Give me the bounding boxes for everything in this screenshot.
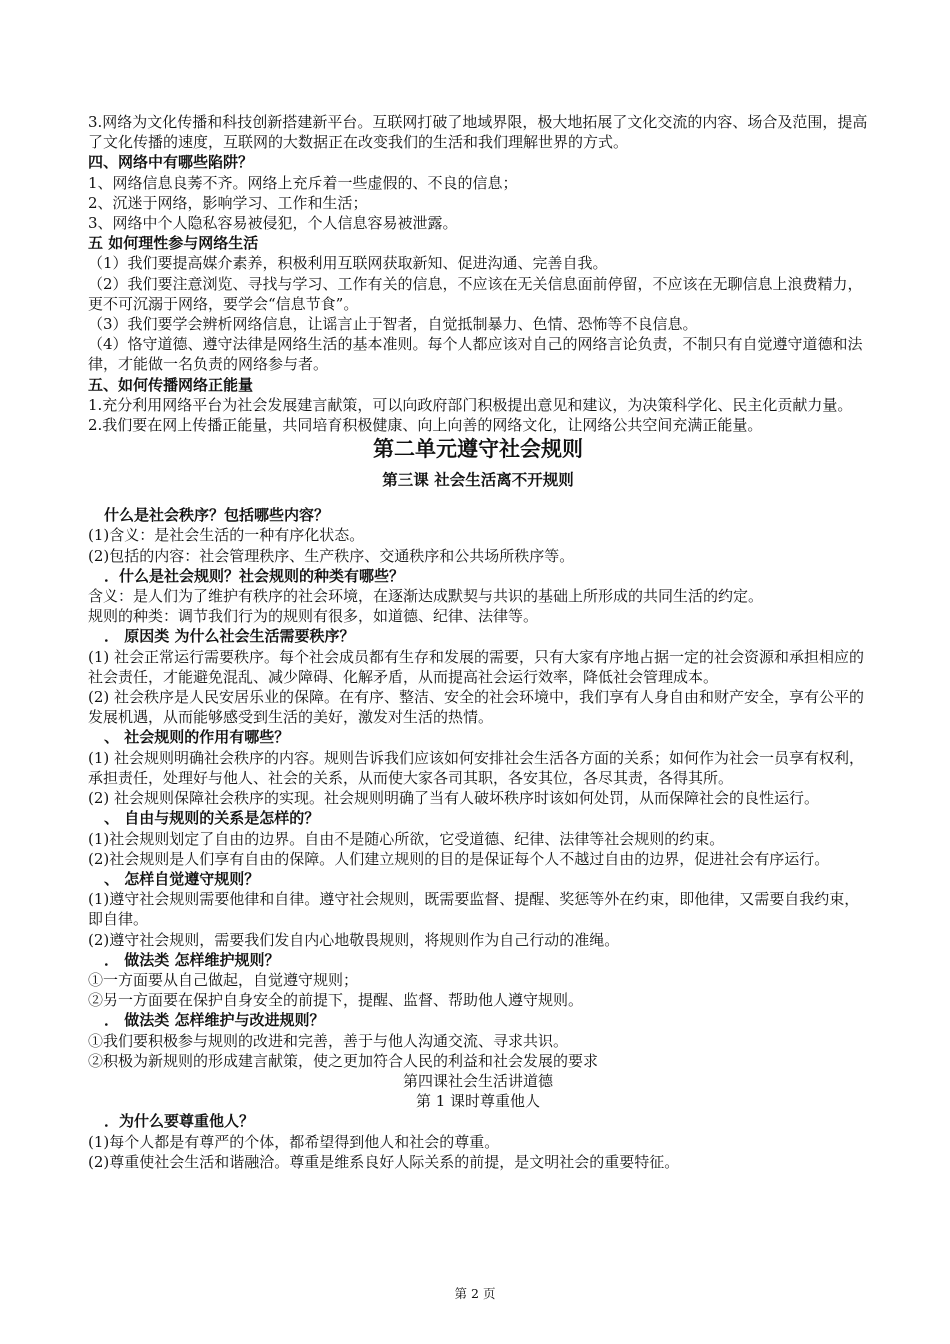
trap-item: 3、网络中个人隐私容易被侵犯，个人信息容易被泄露。 [88, 214, 458, 233]
answer-line: (1)遵守社会规则需要他律和自律。遵守社会规则，既需要监督、提醒、奖惩等外在约束，即他律，又需要自我约束，即自律。 [88, 890, 860, 929]
trap-item: 1、网络信息良莠不齐。网络上充斥着一些虚假的、不良的信息； [88, 173, 518, 192]
question-heading: ． 做法类 怎样维护与改进规则？ [104, 1011, 325, 1030]
question-heading: 、 怎样自觉遵守规则？ [104, 869, 260, 888]
question-heading: 、 自由与规则的关系是怎样的？ [104, 809, 320, 828]
rational-item: （3）我们要学会辨析网络信息，让谣言止于智者，自觉抵制暴力、色情、恐怖等不良信息。 [88, 315, 698, 334]
question-heading: ． 原因类 为什么社会生活需要秩序？ [104, 627, 355, 646]
answer-line: ②另一方面要在保护自身安全的前提下，提醒、监督、帮助他人遵守规则。 [88, 991, 584, 1010]
positive-item: 1.充分利用网络平台为社会发展建言献策，可以向政府部门积极提出意见和建议，为决策科学化、民主化贡献力量。 [88, 395, 853, 414]
paragraph-network-platform: 3.网络为文化传播和科技创新搭建新平台。互联网打破了地域界限，极大地拓展了文化交流的内容、场合及范围，提高了文化传播的速度，互联网的大数据正在改变我们的生活和我们理解世界的方式。 [88, 113, 868, 152]
answer-line: ①一方面要从自己做起，自觉遵守规则； [88, 970, 359, 989]
positive-item: 2.我们要在网上传播正能量，共同培育积极健康、向上向善的网络文化，让网络公共空间充满正能量。 [88, 416, 763, 435]
question-heading: 什么是社会秩序？包括哪些内容？ [104, 506, 330, 525]
answer-line: (2)社会规则是人们享有自由的保障。人们建立规则的目的是保证每个人不越过自由的边界，促进社会有序运行。 [88, 849, 830, 868]
unit-title: 第二单元遵守社会规则 [373, 437, 583, 462]
answer-line: (1) 社会正常运行需要秩序。每个社会成员都有生存和发展的需要，只有大家有序地占据一定的社会资源和承担相应的社会责任，才能避免混乱、减少障碍、化解矛盾，从而提高社会运行效率，降低社会管理成本。 [88, 647, 865, 686]
page-number: 第 2 页 [454, 1286, 496, 1301]
question-heading: ．为什么要尊重他人？ [104, 1112, 255, 1131]
answer-line: (2)包括的内容：社会管理秩序、生产秩序、交通秩序和公共场所秩序等。 [88, 546, 575, 565]
answer-line: 含义：是人们为了维护有秩序的社会环境，在逐渐达成默契与共识的基础上所形成的共同生活的约定。 [88, 587, 764, 606]
heading-network-traps: 四、网络中有哪些陷阱？ [88, 153, 254, 172]
lesson-subtitle: 第 1 课时尊重他人 [415, 1092, 541, 1111]
rational-item: （2）我们要注意浏览、寻找与学习、工作有关的信息，不应该在无关信息面前停留，不应该在无聊信息上浪费精力，更不可沉溺于网络，要学会“信息节食”。 [88, 274, 863, 313]
lesson-title: 第三课 社会生活离不开规则 [382, 471, 574, 490]
answer-line: ②积极为新规则的形成建言献策，使之更加符合人民的利益和社会发展的要求 [88, 1051, 599, 1070]
document-page [88, 112, 868, 1172]
answer-line: (2) 社会秩序是人民安居乐业的保障。在有序、整洁、安全的社会环境中，我们享有人身自由和财产安全，享有公平的发展机遇，从而能够感受到生活的美好，激发对生活的热情。 [88, 688, 865, 727]
answer-line: (2) 社会规则保障社会秩序的实现。社会规则明确了当有人破坏秩序时该如何处罚，从而保障社会的良性运行。 [88, 789, 820, 808]
heading-rational-participation: 五 如何理性参与网络生活 [88, 234, 259, 253]
question-heading: ． 做法类 怎样维护规则？ [104, 950, 280, 969]
trap-item: 2、沉迷于网络，影响学习、工作和生活； [88, 193, 368, 212]
question-heading: 、 社会规则的作用有哪些？ [104, 728, 290, 747]
heading-positive-energy: 五、如何传播网络正能量 [88, 375, 254, 394]
answer-line: (1)每个人都是有尊严的个体，都希望得到他人和社会的尊重。 [88, 1132, 500, 1151]
rational-item: （4）恪守道德、遵守法律是网络生活的基本准则。每个人都应该对自己的网络言论负责，不制只有自觉遵守道德和法律，才能做一名负责的网络参与者。 [88, 335, 863, 374]
answer-line: 规则的种类：调节我们行为的规则有很多，如道德、纪律、法律等。 [88, 607, 539, 626]
answer-line: (1)社会规则划定了自由的边界。自由不是随心所欲，它受道德、纪律、法律等社会规则的约束。 [88, 829, 725, 848]
answer-line: ①我们要积极参与规则的改进和完善，善于与他人沟通交流、寻求共识。 [88, 1031, 569, 1050]
rational-item: （1）我们要提高媒介素养，积极利用互联网获取新知、促进沟通、完善自我。 [88, 254, 608, 273]
answer-line: (2)尊重使社会生活和谐融洽。尊重是维系良好人际关系的前提，是文明社会的重要特征。 [88, 1152, 680, 1171]
answer-line: (1)含义：是社会生活的一种有序化状态。 [88, 526, 365, 545]
question-heading: ．什么是社会规则？社会规则的种类有哪些？ [104, 566, 405, 585]
lesson-title: 第四课社会生活讲道德 [402, 1071, 553, 1090]
answer-line: (2)遵守社会规则，需要我们发自内心地敬畏规则，将规则作为自己行动的准绳。 [88, 930, 620, 949]
answer-line: (1) 社会规则明确社会秩序的内容。规则告诉我们应该如何安排社会生活各方面的关系；如何作为社会一员享有权利，承担责任，处理好与他人、社会的关系，从而使大家各司其职，各安其位，各尽其责，各得其所。 [88, 748, 865, 787]
